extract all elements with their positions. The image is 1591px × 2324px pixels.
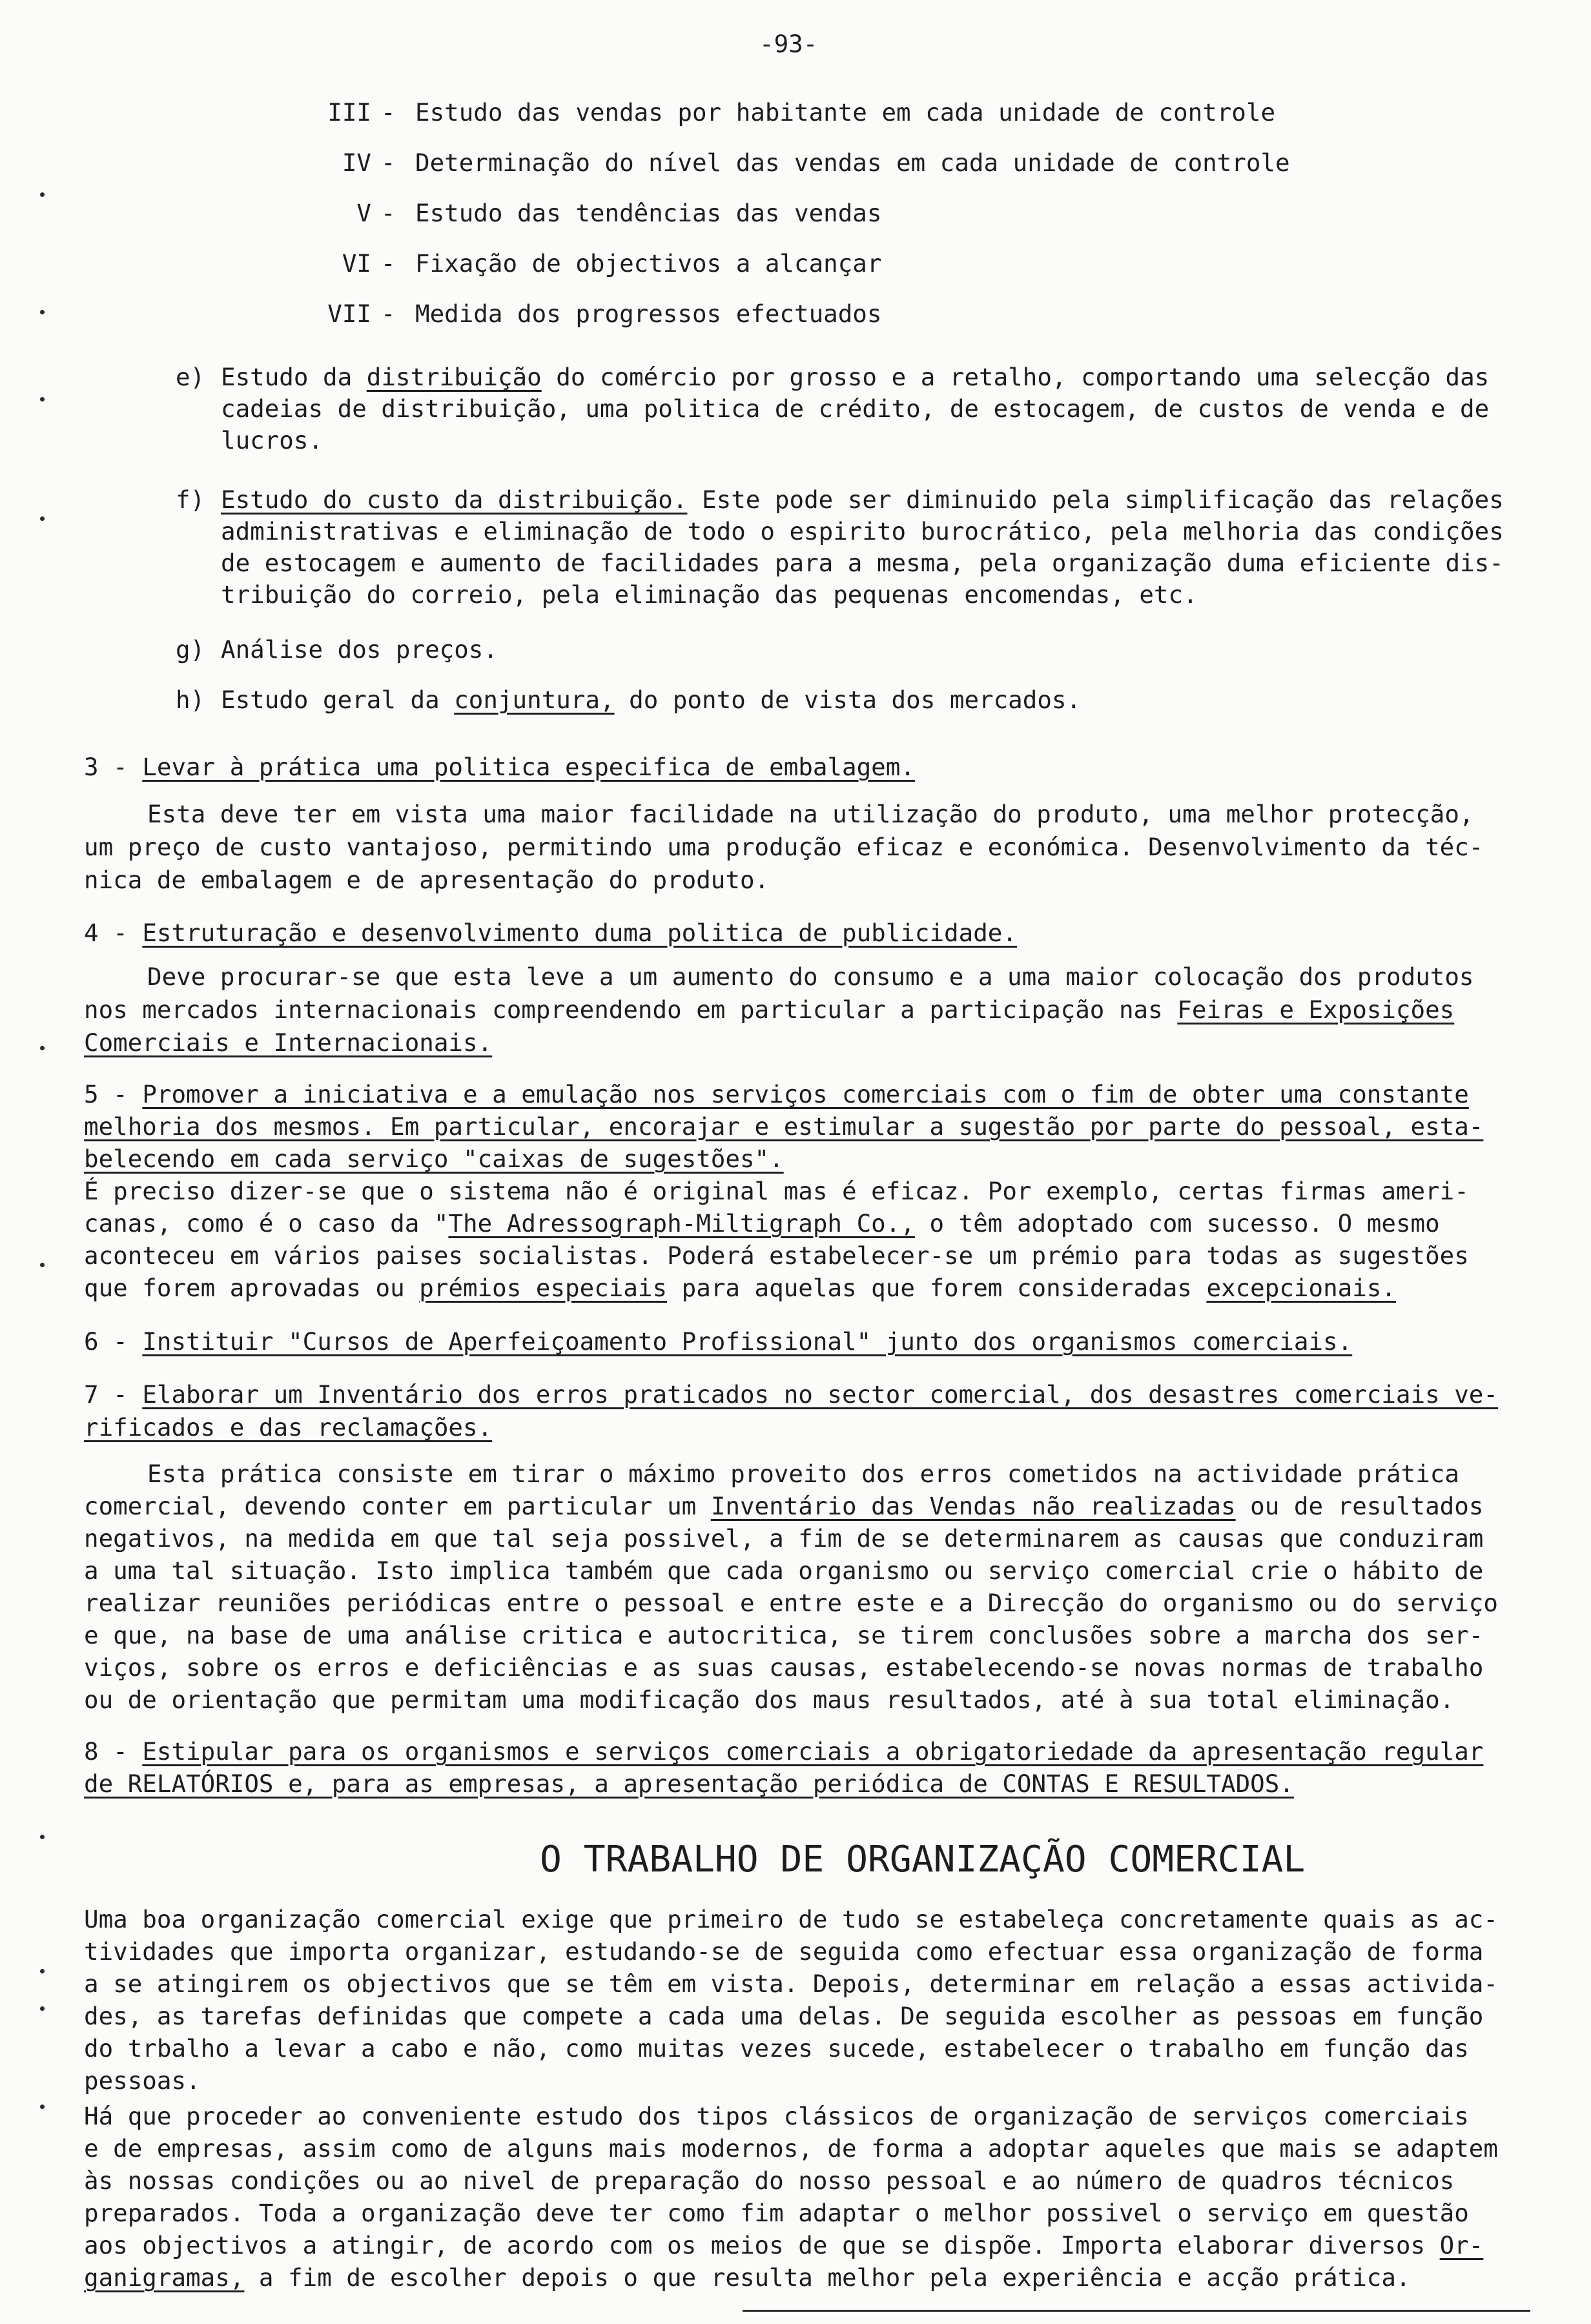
section-heading: 6 - Instituir "Cursos de Aperfeiçoamento Profissional" junto dos organismos comerciais. [84,1327,1353,1356]
margin-dot [40,1263,45,1267]
item-line: Estudo da distribuição do comércio por grosso e a retalho, comportando uma selecção das [221,363,1490,391]
section-heading: rificados e das reclamações. [84,1413,493,1442]
paragraph-line: tividades que importa organizar, estudando-se de seguida como efectuar essa organização de forma [84,1937,1484,1966]
paragraph-line: Há que proceder ao conveniente estudo dos tipos clássicos de organização de serviços comerciais [84,2102,1469,2130]
paragraph-line: Uma boa organização comercial exige que primeiro de tudo se estabeleça concretamente quais as ac- [84,1905,1498,1933]
section-heading: 4 - Estruturação e desenvolvimento duma politica de publicidade. [84,919,1017,947]
paragraph-line: e de empresas, assim como de alguns mais modernos, de forma a adoptar aqueles que mais se adaptem [84,2134,1498,2163]
section-line: e que, na base de uma análise critica e autocritica, se tirem conclusões sobre a marcha dos ser- [84,1621,1484,1649]
paragraph-line: aos objectivos a atingir, de acordo com os meios de que se dispõe. Importa elaborar diversos Or- [84,2231,1484,2259]
section-line: realizar reuniões periódicas entre o pessoal e entre este e a Direcção do organismo ou do serviço [84,1589,1498,1617]
list-item-number: IV [342,148,371,177]
list-item-number: V [356,199,371,227]
margin-dot [40,1835,45,1839]
section-line: um preço de custo vantajoso, permitindo uma produção eficaz e económica. Desenvolvimento da téc- [84,833,1484,861]
paragraph-line: às nossas condições ou ao nivel de preparação do nosso pessoal e ao número de quadros técnicos [84,2166,1455,2195]
list-item-number: VII [327,300,371,328]
margin-dot [40,1969,45,1973]
section-heading: 7 - Elaborar um Inventário dos erros praticados no sector comercial, dos desastres comerciais ve- [84,1380,1498,1409]
item-line: Análise dos preços. [221,635,498,664]
section-line: a uma tal situação. Isto implica também que cada organismo ou serviço comercial crie o hábito de [84,1556,1484,1585]
bottom-rule [743,2310,1530,2312]
section-heading: 3 - Levar à prática uma politica especifica de embalagem. [84,753,915,781]
list-item-dash: - [381,249,396,278]
list-item-number: VI [342,249,371,278]
list-item-dash: - [381,98,396,127]
margin-dot [40,2105,45,2109]
list-item-dash: - [381,148,396,177]
section-title: O TRABALHO DE ORGANIZAÇÃO COMERCIAL [540,1839,1306,1881]
item-label: h) [176,686,205,714]
item-label: g) [176,635,205,664]
item-label: f) [176,485,205,514]
section-line: Esta prática consiste em tirar o máximo proveito dos erros cometidos na actividade prática [147,1460,1459,1488]
item-line: Estudo do custo da distribuição. Este pode ser diminuido pela simplificação das relações [221,485,1504,514]
section-line: Comerciais e Internacionais. [84,1028,493,1057]
section-line: É preciso dizer-se que o sistema não é original mas é eficaz. Por exemplo, certas firmas ameri- [84,1177,1469,1205]
item-line: de estocagem e aumento de facilidades para a mesma, pela organização duma eficiente dis- [221,549,1504,577]
margin-dot [40,516,45,521]
list-item-text: Estudo das vendas por habitante em cada unidade de controle [415,98,1276,127]
item-line: Estudo geral da conjuntura, do ponto de vista dos mercados. [221,686,1082,714]
section-line: viços, sobre os erros e deficiências e as suas causas, estabelecendo-se novas normas de trabalho [84,1653,1484,1682]
list-item-number: III [327,98,371,127]
margin-dot [40,1046,45,1050]
section-line: canas, como é o caso da "The Adressograph-Miltigraph Co., o têm adoptado com sucesso. O mesmo [84,1209,1440,1238]
page-number: -93- [759,30,818,58]
section-heading: belecendo em cada serviço "caixas de sugestões". [84,1145,784,1173]
section-line: que forem aprovadas ou prémios especiais para aquelas que forem consideradas excepcionais. [84,1274,1396,1302]
section-line: ou de orientação que permitam uma modificação dos maus resultados, até à sua total eliminação. [84,1686,1455,1714]
paragraph-line: ganigramas, a fim de escolher depois o que resulta melhor pela experiência e acção prática. [84,2263,1411,2292]
section-line: nica de embalagem e de apresentação do produto. [84,866,770,894]
paragraph-line: preparados. Toda a organização deve ter como fim adaptar o melhor possivel o serviço em questão [84,2199,1469,2227]
margin-dot [40,2006,45,2011]
section-line: Esta deve ter em vista uma maior facilidade na utilização do produto, uma melhor protecção, [147,800,1474,828]
section-line: negativos, na medida em que tal seja possivel, a fim de se determinarem as causas que conduziram [84,1524,1484,1553]
section-heading: 5 - Promover a iniciativa e a emulação nos serviços comerciais com o fim de obter uma constante [84,1080,1469,1108]
list-item-text: Determinação do nível das vendas em cada unidade de controle [415,148,1290,177]
section-line: nos mercados internacionais compreendendo em particular a participação nas Feiras e Exposições [84,995,1455,1024]
section-heading: 8 - Estipular para os organismos e serviços comerciais a obrigatoriedade da apresentação regular [84,1737,1484,1766]
item-label: e) [176,363,205,391]
margin-dot [40,397,45,402]
item-line: administrativas e eliminação de todo o espirito burocrático, pela melhoria das condições [221,517,1504,545]
list-item-dash: - [381,199,396,227]
paragraph-line: do trbalho a levar a cabo e não, como muitas vezes sucede, estabelecer o trabalho em função das [84,2034,1469,2063]
list-item-text: Estudo das tendências das vendas [415,199,882,227]
item-line: lucros. [221,426,323,454]
section-heading: de RELATÓRIOS e, para as empresas, a apresentação periódica de CONTAS E RESULTADOS. [84,1769,1294,1798]
margin-dot [40,310,45,314]
section-line: Deve procurar-se que esta leve a um aumento do consumo e a uma maior colocação dos produtos [147,963,1474,991]
item-line: tribuição do correio, pela eliminação das pequenas encomendas, etc. [221,580,1198,609]
section-line: aconteceu em vários paises socialistas. Poderá estabelecer-se um prémio para todas as sugestões [84,1241,1469,1270]
paragraph-line: pessoas. [84,2066,201,2095]
paragraph-line: des, as tarefas definidas que compete a cada uma delas. De seguida escolher as pessoas em função [84,2002,1484,2030]
list-item-text: Fixação de objectivos a alcançar [415,249,882,278]
margin-dot [40,192,45,197]
list-item-text: Medida dos progressos efectuados [415,300,882,328]
list-item-dash: - [381,300,396,328]
paragraph-line: a se atingirem os objectivos que se têm em vista. Depois, determinar em relação a essas activida- [84,1970,1498,1998]
section-line: comercial, devendo conter em particular um Inventário das Vendas não realizadas ou de resultados [84,1492,1484,1520]
section-heading: melhoria dos mesmos. Em particular, encorajar e estimular a sugestão por parte do pessoal, esta- [84,1112,1484,1141]
item-line: cadeias de distribuição, uma politica de crédito, de estocagem, de custos de venda e de [221,394,1490,423]
